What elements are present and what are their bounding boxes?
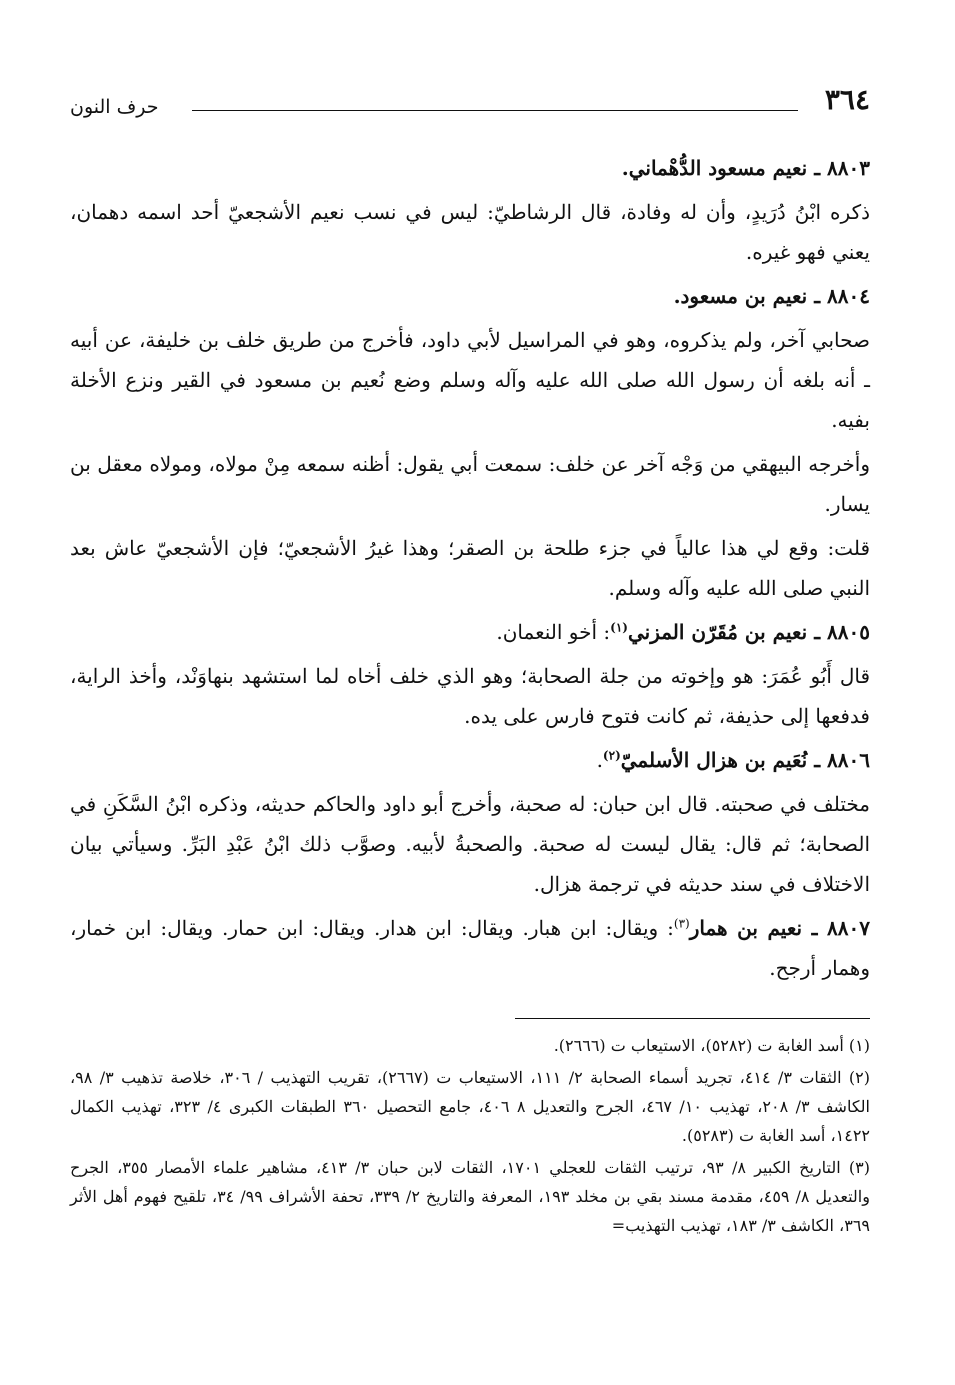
footnote-marker: (٢) bbox=[602, 748, 621, 763]
entry-8803 bbox=[70, 148, 870, 272]
entry-head-note: : ويقال: ابن هبار. ويقال: ابن هدار. ويقال: ابن حمار. ويقال: ابن خمار، وهمار أرجح. bbox=[70, 916, 870, 980]
entry-head-note: : أخو النعمان. bbox=[496, 620, 611, 644]
page-number: ٣٦٤ bbox=[824, 83, 870, 116]
book-page bbox=[70, 82, 870, 1372]
entry-head-note: . bbox=[596, 748, 603, 772]
entry-head-name: ٨٨٠٦ ـ نُعَيم بن هزال الأسلميّ bbox=[620, 748, 870, 772]
footnote-3: (٣) التاريخ الكبير ٨/ ٩٣، ترتيب الثقات للعجلي ١٧٠١، الثقات لابن حبان ٣/ ٤١٣، مشاهير علماء الأمصار ٣٥٥، الجرح والتعديل ٨/ ٤٥٩، مقدمة مسند بقي بن مخلد ١٩٣، المعرفة والتاريخ ٢/ ٣٣٩، تحفة الأشراف ٩٩/ ٣٤، تلقيح فهوم أهل الأثر ٣٦٩، الكاشف ٣/ ١٨٣، تهذيب التهذيب= bbox=[70, 1158, 870, 1235]
entry-head bbox=[70, 908, 870, 988]
footnote-marker: (١) bbox=[610, 620, 628, 635]
entry-paragraph: وأخرجه البيهقي من وَجْه آخر عن خلف: سمعت أبي يقول: أظنه سمعه مِنْ مولاه، ومولاه معقل بن يسار. bbox=[70, 452, 870, 516]
entry-paragraph: مختلف في صحبته. قال ابن حبان: له صحبة، وأخرج أبو داود والحاكم حديثه، وذكره ابْنُ السَّكَنِ في الصحابة؛ ثم قال: يقال ليست له صحبة. والصحبةُ لأبيه. وصوَّب ذلك ابْنُ عَبْدِ البَرِّ. وسيأتي بيان الاختلاف في سند حديثه في ترجمة هزال. bbox=[70, 792, 870, 896]
entry-head bbox=[70, 612, 870, 652]
entry-8804 bbox=[70, 276, 870, 608]
footnote-marker: (٣) bbox=[673, 916, 690, 931]
page-header bbox=[70, 82, 870, 122]
entry-head: ٨٨٠٤ ـ نعيم بن مسعود. bbox=[673, 284, 870, 308]
entry-8805 bbox=[70, 612, 870, 736]
entry-paragraph: صحابي آخر، ولم يذكروه، وهو في المراسيل لأبي داود، فأخرج من طريق خلف بن خليفة، عن أبيه ـ أنه بلغه أن رسول الله صلى الله عليه وآله وسلم وضع نُعيم بن مسعود في القير ونزع الأخلة بفيه. bbox=[70, 328, 870, 432]
entry-head: ٨٨٠٣ ـ نعيم مسعود الدُّهْماني. bbox=[621, 156, 870, 180]
entry-paragraph: ذكره ابْنُ دُرَيدٍ، وأن له وفادة، قال الرشاطيّ: ليس في نسب نعيم الأشجعيّ أحد اسمه دهمان، يعني فهو غيره. bbox=[70, 200, 870, 264]
entry-8807 bbox=[70, 908, 870, 988]
footnote-rule bbox=[515, 1018, 870, 1019]
entry-paragraph: قال أَبُو عُمَرَ: هو وإخوته من جلة الصحابة؛ وهو الذي خلف أخاه لما استشهد بنهاوَنْد، وأخذ الراية، فدفعها إلى حذيفة، ثم كانت فتوح فارس على يده. bbox=[70, 664, 870, 728]
footnote-2: (٢) الثقات ٣/ ٤١٤، تجريد أسماء الصحابة ٢/ ١١١، الاستيعاب ت (٢٦٦٧)، تقريب التهذيب / ٣٠٦، خلاصة تذهيب ٣/ ٩٨، الكاشف ٣/ ٢٠٨، تهذيب ١٠/ ٤٦٧، الجرح والتعديل ٨ ٤٠٦، جامع التحصيل ٣٦٠ الطبقات الكبرى ٤/ ٣٢٣، تهذيب الكمال ١٤٢٢، أسد الغابة ت (٥٢٨٣). bbox=[70, 1068, 871, 1145]
entries bbox=[70, 148, 870, 988]
entry-head-name: ٨٨٠٧ ـ نعيم بن همار bbox=[689, 916, 870, 940]
footnote-1: (١) أسد الغابة ت (٥٢٨٢)، الاستيعاب ت (٢٦٦٦). bbox=[553, 1036, 870, 1055]
entry-paragraph: قلت: وقع لي هذا عالياً في جزء طلحة بن الصقر؛ وهذا غيرُ الأشجعيّ؛ فإن الأشجعيّ عاش بعد النبي صلى الله عليه وآله وسلم. bbox=[70, 536, 870, 600]
header-rule bbox=[192, 110, 798, 111]
footnotes bbox=[70, 1031, 870, 1240]
running-head: حرف النون bbox=[70, 96, 159, 118]
entry-head-name: ٨٨٠٥ ـ نعيم بن مُقَرّن المزني bbox=[627, 620, 870, 644]
entry-head bbox=[70, 740, 870, 780]
entry-8806 bbox=[70, 740, 870, 904]
